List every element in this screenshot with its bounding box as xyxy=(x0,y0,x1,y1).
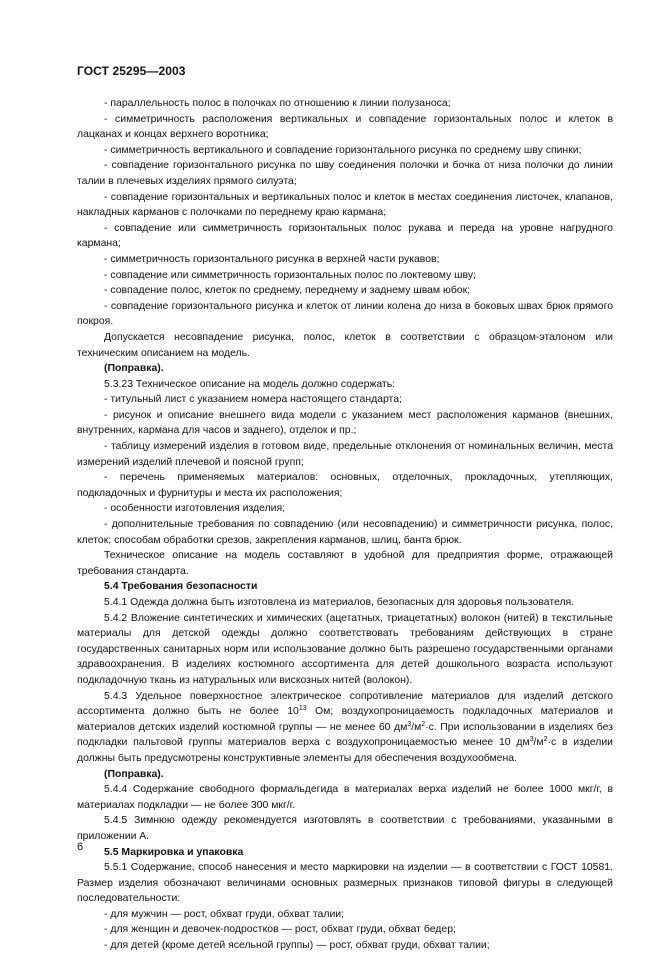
list-item: - для детей (кроме детей ясельной группы) — рост, обхват груди, обхват талии; xyxy=(104,940,490,952)
list-item: - таблицу измерений изделия в готовом виде, предельные отклонения от номинальных величин, места измерений изделий плечевой и поясной групп; xyxy=(77,441,613,468)
clause-5-4-2: 5.4.2 Вложение синтетических и химических (ацетатных, триацетатных) волокон (нитей) в текстильные материалы для детской одежды должно соответствовать требованиям действующих в стране государственных санитарных норм или использование должно быть разрешено государственными органами здравоохранения. В изделиях костюмного ассортимента для детей дошкольного возраста используют подкладочную ткань из натуральных или вискозных нитей (волокон). xyxy=(77,612,613,686)
paragraph: Допускается несовпадение рисунка, полос, клеток в соответствии с образцом-эталоном или техническим описанием на модель. xyxy=(77,331,613,359)
list-item: - перечень применяемых материалов: основных, отделочных, прокладочных, утепляющих, подкладочных и фурнитуры и места их расположения; xyxy=(77,472,613,499)
section-heading-5-5: 5.5 Маркировка и упаковка xyxy=(104,846,244,858)
list-item: - параллельность полос в полочках по отношению к линии полузаноса; xyxy=(104,98,451,109)
list-item: - совпадение полос, клеток по среднему, переднему и заднему швам юбок; xyxy=(104,285,471,297)
list-item: - для женщин и девочек-подростков — рост, обхват груди, обхват бедер; xyxy=(104,924,456,936)
list-item: - совпадение или симметричность горизонтальных полос по локтевому шву; xyxy=(104,269,476,281)
amendment-note: (Поправка). xyxy=(104,363,164,375)
clause-5-4-5: 5.4.5 Зимнюю одежду рекомендуется изготовлять в соответствии с требованиями, указанными в приложении А. xyxy=(77,815,613,842)
list-item: - совпадение горизонтального рисунка по шву соединения полочки и бочка от низа полочки до линии талии в плечевых изделиях прямого силуэта; xyxy=(77,160,613,187)
list-item: - симметричность вертикального и совпадение горизонтального рисунка по среднему шву спинки; xyxy=(104,144,582,156)
list-item: - титульный лист с указанием номера настоящего стандарта; xyxy=(104,394,402,406)
paragraph: Техническое описание на модель составляют в удобной для предприятия форме, отражающей требования стандарта. xyxy=(77,550,613,577)
clause-5-5-1: 5.5.1 Содержание, способ нанесения и место маркировки на изделии — в соответствии с ГОСТ 10581. Размер изделия обозначают величинами основных размерных признаков типовой фигуры в следующей последовательности: xyxy=(77,862,613,905)
amendment-note: (Поправка). xyxy=(104,768,164,780)
list-item: - совпадение горизонтальных и вертикальных полос и клеток в местах соединения листочек, клапанов, накладных карманов с полочками по переднему краю кармана; xyxy=(77,191,613,219)
list-item: - совпадение или симметричность горизонтальных полос рукава и переда на уровне нагрудного кармана; xyxy=(77,222,613,250)
list-item: - совпадение горизонтального рисунка и клеток от линии колена до низа в боковых швах брюк прямого покроя. xyxy=(77,300,613,328)
section-heading-5-4: 5.4 Требования безопасности xyxy=(104,581,258,593)
clause-5-4-4: 5.4.4 Содержание свободного формальдегида в материалах верха изделий не более 1000 мкг/г, в материалах подкладки — не более 300 мкг/г. xyxy=(77,784,613,811)
clause-5-3-23: 5.3.23 Техническое описание на модель должно содержать: xyxy=(104,378,396,390)
list-item: - дополнительные требования по совпадению (или несовпадению) и симметричности рисунка, полос, клеток; способам обработки срезов, закрепления карманов, шлиц, банта брюк. xyxy=(77,519,613,546)
list-item: - для мужчин — рост, обхват груди, обхват талии; xyxy=(104,908,345,920)
page-number: 6 xyxy=(77,841,84,853)
clause-5-4-1: 5.4.1 Одежда должна быть изготовлена из материалов, безопасных для здоровья пользователя. xyxy=(104,597,575,608)
clause-5-4-3: 5.4.3 Удельное поверхностное электрическое сопротивление материалов для изделий детского ассортимента должно быть не более $10^{13}$ Ом; воздухопроницаемость подкладочных материалов и материалов детских изделий костюмной группы — не менее 60 $дм^3/м^2\cdot с$. При использовании в изделиях без подкладки пальтовой группы материалов верха с воздухопроницаемостью менее 10 $дм^3/м^2\cdot с$ в изделии должны быть предусмотрены конструктивные элементы для обеспечения воздухообмена. xyxy=(77,690,613,764)
list-item: - симметричность горизонтального рисунка в верхней части рукавов; xyxy=(104,253,440,265)
list-item: - рисунок и описание внешнего вида модели с указанием мест расположения карманов (внешних, внутренних, кармана для часов и заднего), отделок и пр.; xyxy=(77,409,613,437)
document-body xyxy=(77,96,613,954)
standard-header: ГОСТ 25295—2003 xyxy=(77,64,186,78)
list-item: - особенности изготовления изделия; xyxy=(104,503,286,515)
list-item: - симметричность расположения вертикальных и совпадение горизонтальных полос и клеток в лацканах и концах верхнего воротника; xyxy=(77,113,613,141)
